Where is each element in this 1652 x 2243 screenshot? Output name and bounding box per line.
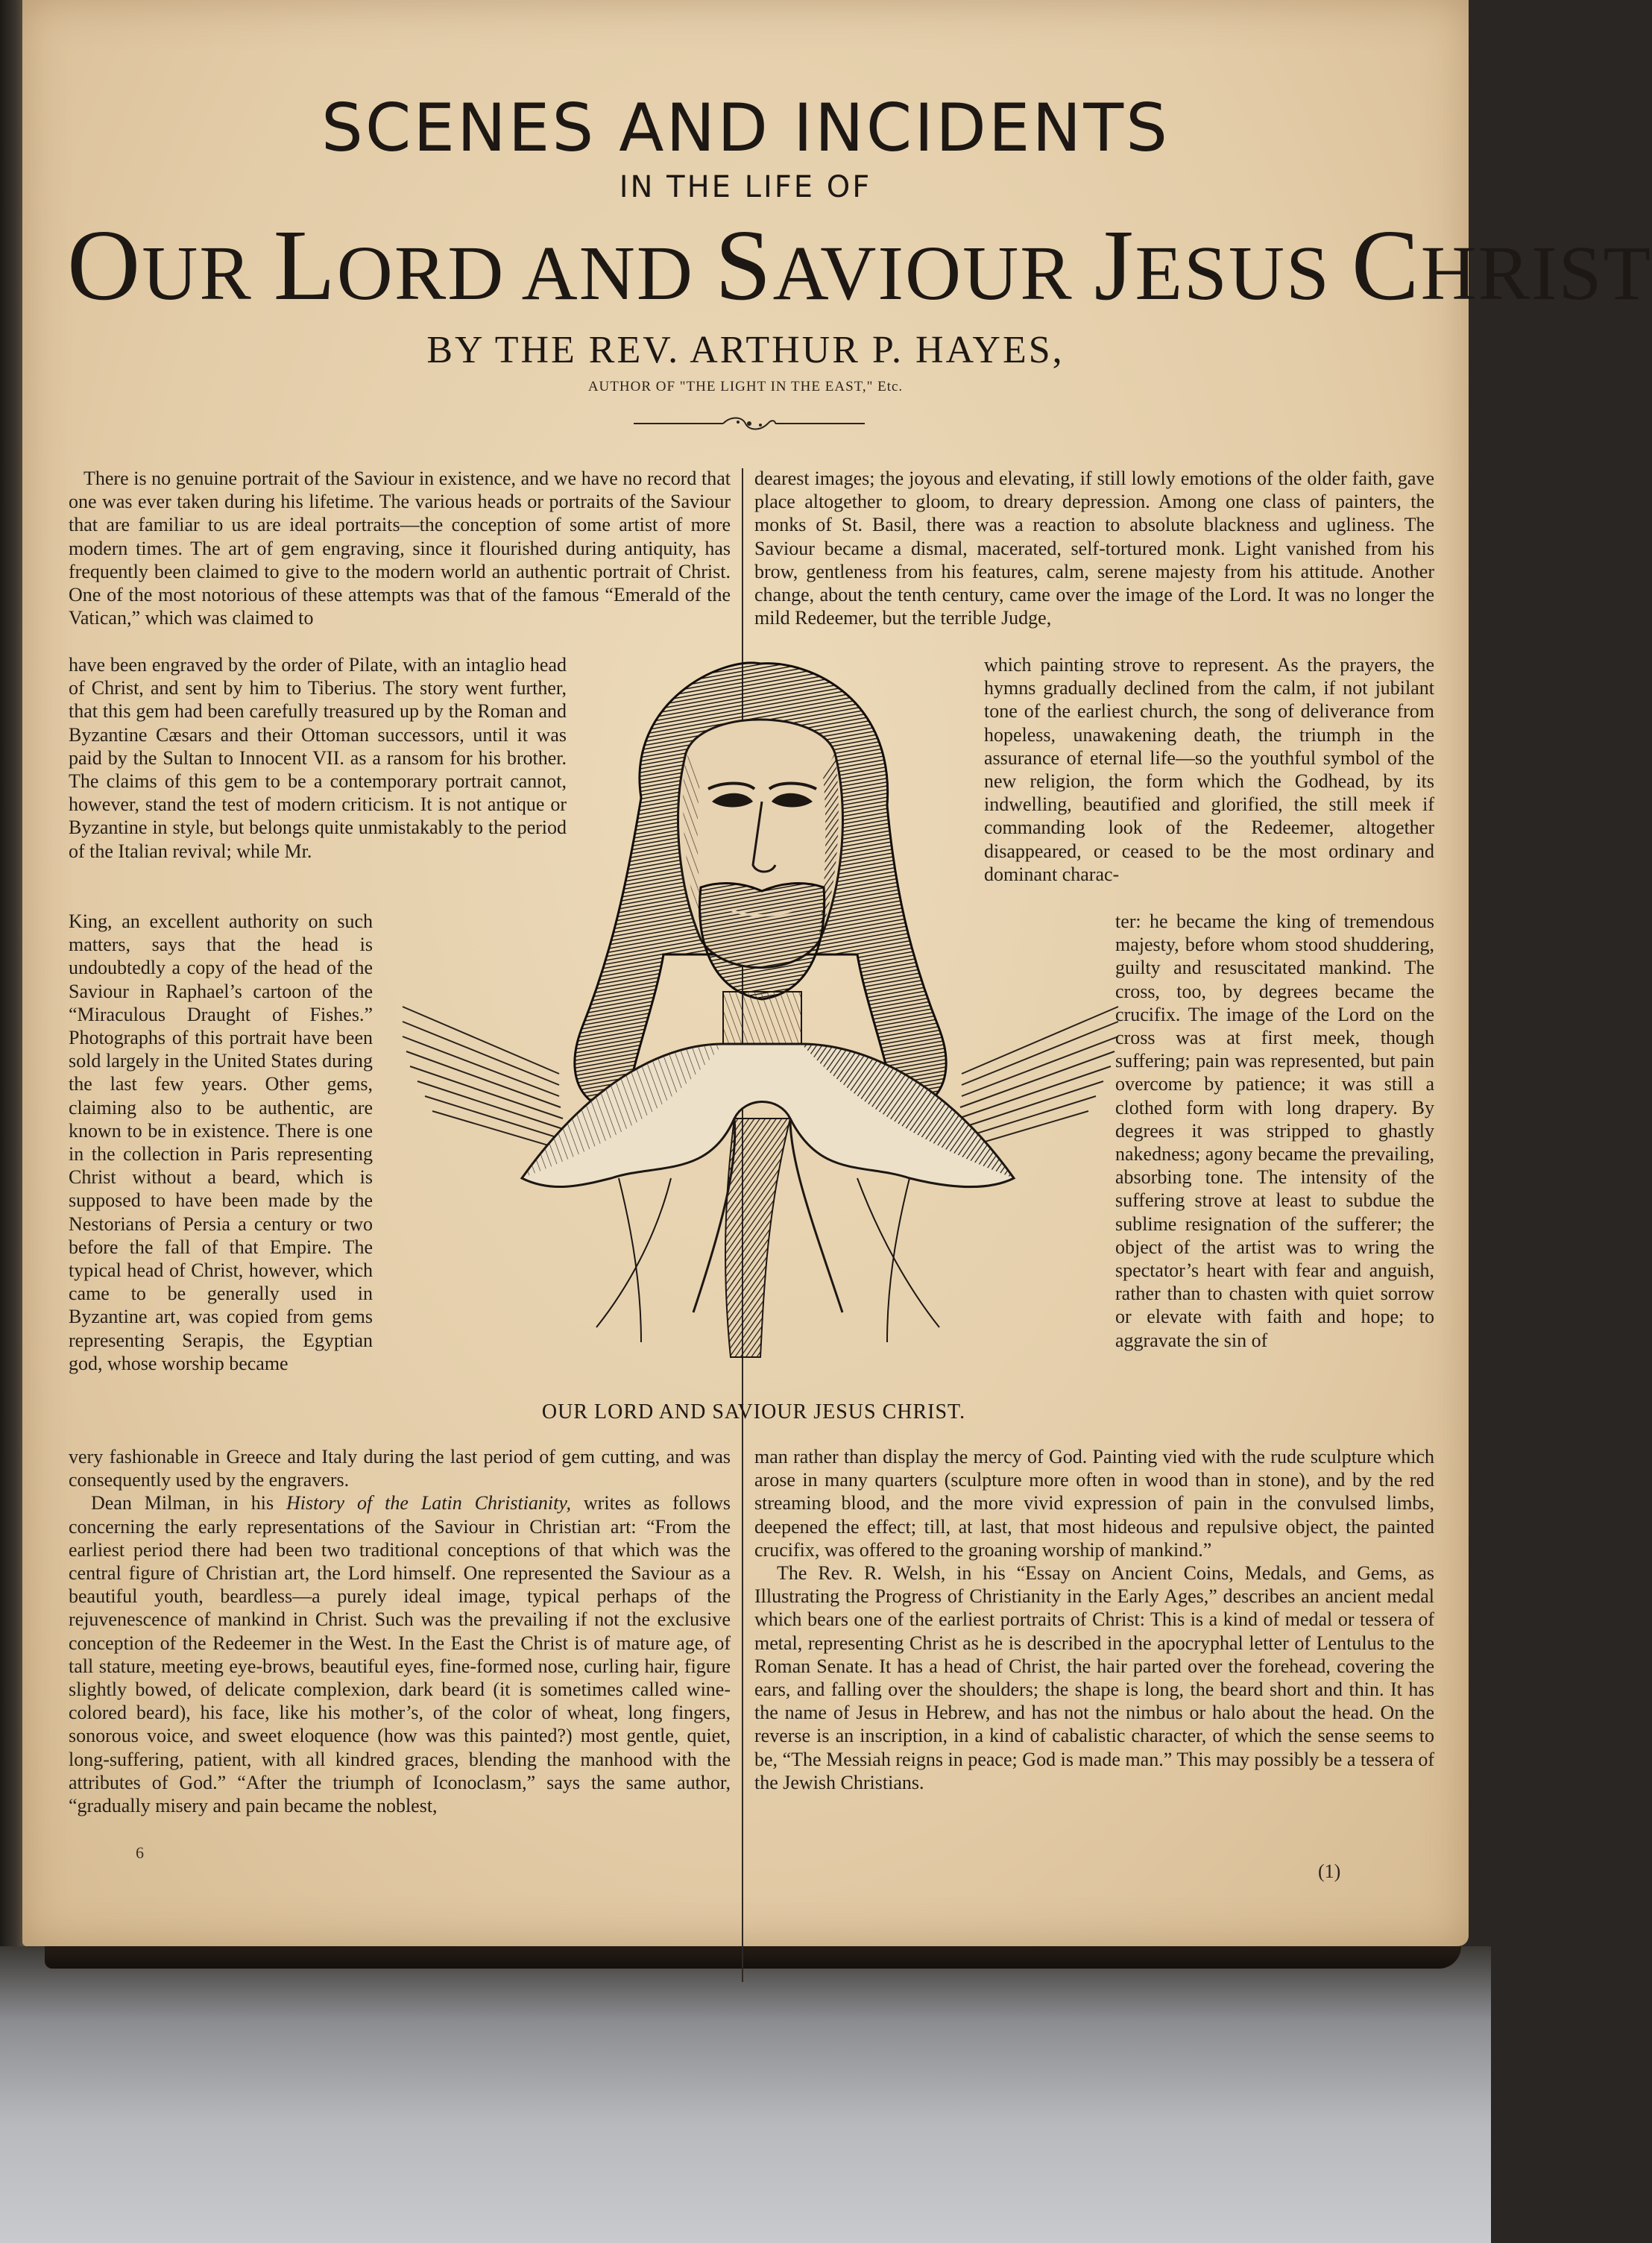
- title-line-3: OUR LORD AND SAVIOUR JESUS CHRIST: [67, 210, 1652, 321]
- left-column-top: [69, 467, 731, 629]
- ornament-divider: [634, 415, 865, 432]
- author-note: AUTHOR OF "THE LIGHT IN THE EAST," Etc.: [587, 379, 904, 394]
- page-mark: 6: [136, 1843, 144, 1862]
- left-column-bottom: [69, 1445, 731, 1817]
- paragraph: dearest images; the joyous and elevating, if still lowly emotions of the older faith, gave place altogether to gloom, to dreary depression. Among one class of painters, the monks of St. Basil, there was a reaction to absolute blackness and ugliness. The Saviour became a dismal, macerated, self-tortured monk. Light vanished from his brow, gentleness from his features, calm, serene majesty from his attitude. Another change, about the tenth century, came over the image of the Lord. It was no longer the mild Redeemer, but the terrible Judge,: [754, 468, 1434, 629]
- paragraph: man rather than display the mercy of God. Painting vied with the rude sculpture which arose in many quarters (sculpture more often in wood than in stone), and by the red streaming blood, and the more vivid expression of pain in the convulsed limbs, deepened the effect; till, at last, that most hideous and repulsive object, the painted crucifix, was offered to the groaning worship of mankind.”: [754, 1446, 1434, 1561]
- background-surface: [0, 1946, 1491, 2243]
- paragraph: which painting strove to represent. As the prayers, the hymns gradually declined from the calm, if not jubilant tone of the earliest church, the song of deliverance from hopeless, unawakening death, the triumph in the assurance of eternal life—so the youthful symbol of the new religion, the form which the Godhead, by its indwelling, beautified and glorified, the still meek if commanding look of the Redeemer, altogether disappeared, or ceased to be the most ordinary and dominant charac-: [984, 654, 1434, 885]
- paragraph: Dean Milman, in his History of the Latin Christianity, writes as follows concerning the early representations of the Saviour in Christian art: “From the earliest period there had been two traditional conceptions of that which was the central figure of Christian art, the Lord himself. One represented the Saviour as a beautiful youth, beardless—a purely ideal image, typical perhaps of the rejuvenescence of mankind in Christ. Such was the prevailing if not the exclusive conception of the Redeemer in the West. In the East the Christ is of mature age, of tall stature, meeting eye-brows, beautiful eyes, fine-formed nose, curling hair, figure slightly bowed, of delicate complexion, dark beard (it is sometimes called wine-colored beard), his face, like his mother’s, of the color of wheat, long fingers, sonorous voice, and sweet eloquence (how was this painted?) most gentle, quiet, long-suffering, patient, with all kindred graces, blending the manhood with the attributes of God.” “After the triumph of Iconoclasm,” says the same author, “gradually misery and pain became the noblest,: [69, 1492, 731, 1817]
- portrait-engraving: [373, 641, 1148, 1417]
- title-line-1: SCENES AND INCIDENTS: [321, 89, 1170, 166]
- paragraph: ter: he became the king of tremendous majesty, before whom stood shuddering, guilty and resuscitated mankind. The cross, too, by degrees became the crucifix. The image of the Lord on the cross was at first meek, though suffering; pain was represented, but pain overcome by patience; it was still a clothed form with long drapery. By degrees it was stripped to ghastly nakedness; agony became the prevailing, absorbing tone. The intensity of the suffering strove at least to subdue the sublime resignation of the sufferer; the object of the artist was to wring the spectator’s heart with fear and anguish, rather than to chasten with quiet sorrow or elevate with faith and hope; to aggravate the sin of: [1115, 910, 1434, 1351]
- title-line-2: IN THE LIFE OF: [619, 170, 872, 204]
- page-number: (1): [1318, 1860, 1341, 1882]
- paragraph: have been engraved by the order of Pilate, with an intaglio head of Christ, and sent by him to Tiberius. The story went further, that this gem had been carefully treasured up by the Roman and Byzantine Cæsars and their Ottoman successors, until it was paid by the Sultan to Innocent VII. as a ransom for his brother. The claims of this gem to be a contemporary portrait cannot, however, stand the test of modern criticism. It is not antique or Byzantine in style, but belongs quite unmistakably to the period of the Italian revival; while Mr.: [69, 654, 567, 862]
- right-column-bottom: [754, 1445, 1434, 1794]
- paragraph: very fashionable in Greece and Italy during the last period of gem cutting, and was consequently used by the engravers.: [69, 1446, 731, 1491]
- paragraph: King, an excellent authority on such matters, says that the head is undoubtedly a copy of the head of the Saviour in Raphael’s cartoon of the “Miraculous Draught of Fishes.” Photographs of this portrait have been sold largely in the United States during the last few years. Other gems, claiming also to be authentic, are known to be in existence. There is one in the collection in Paris representing Christ without a beard, which is supposed to have been made by the Nestorians of Persia a century or two before the fall of that Empire. The typical head of Christ, however, which came to be generally used in Byzantine art, was copied from gems representing Serapis, the Egyptian god, whose worship became: [69, 910, 373, 1374]
- paragraph: The Rev. R. Welsh, in his “Essay on Ancient Coins, Medals, and Gems, as Illustrating the Progress of Christianity in the Early Ages,” describes an ancient medal which bears one of the earliest portraits of Christ: This is a kind of medal or tessera of metal, representing Christ as he is described in the apocryphal letter of Lentulus to the Roman Senate. It has a head of Christ, the hair parted over the forehead, covering the ears, and falling over the shoulders; the shape is long, the beard short and thin. It has the name of Jesus in Hebrew, and has not the nimbus or halo about the head. On the reverse is an inscription, in a kind of cabalistic character, of which the sense seems to be, “The Messiah reigns in peace; God is made man.” This may possibly be a tessera of the Jewish Christians.: [754, 1562, 1434, 1793]
- right-column-wrap-b: [1115, 910, 1434, 1352]
- figure-caption: OUR LORD AND SAVIOUR JESUS CHRIST.: [541, 1400, 966, 1423]
- paragraph: There is no genuine portrait of the Saviour in existence, and we have no record that one was ever taken during his lifetime. The various heads or portraits of the Saviour that are familiar to us are ideal portraits—the conception of some artist of more modern times. The art of gem engraving, since it flourished during antiquity, has frequently been claimed to give to the modern world an authentic portrait of Christ. One of the most notorious of these attempts was that of the famous “Emerald of the Vatican,” which was claimed to: [69, 468, 731, 629]
- book-page: [22, 0, 1652, 1946]
- left-column-wrap-b: [69, 910, 373, 1375]
- right-column-top: [754, 467, 1434, 629]
- byline: BY THE REV. ARTHUR P. HAYES,: [426, 329, 1065, 371]
